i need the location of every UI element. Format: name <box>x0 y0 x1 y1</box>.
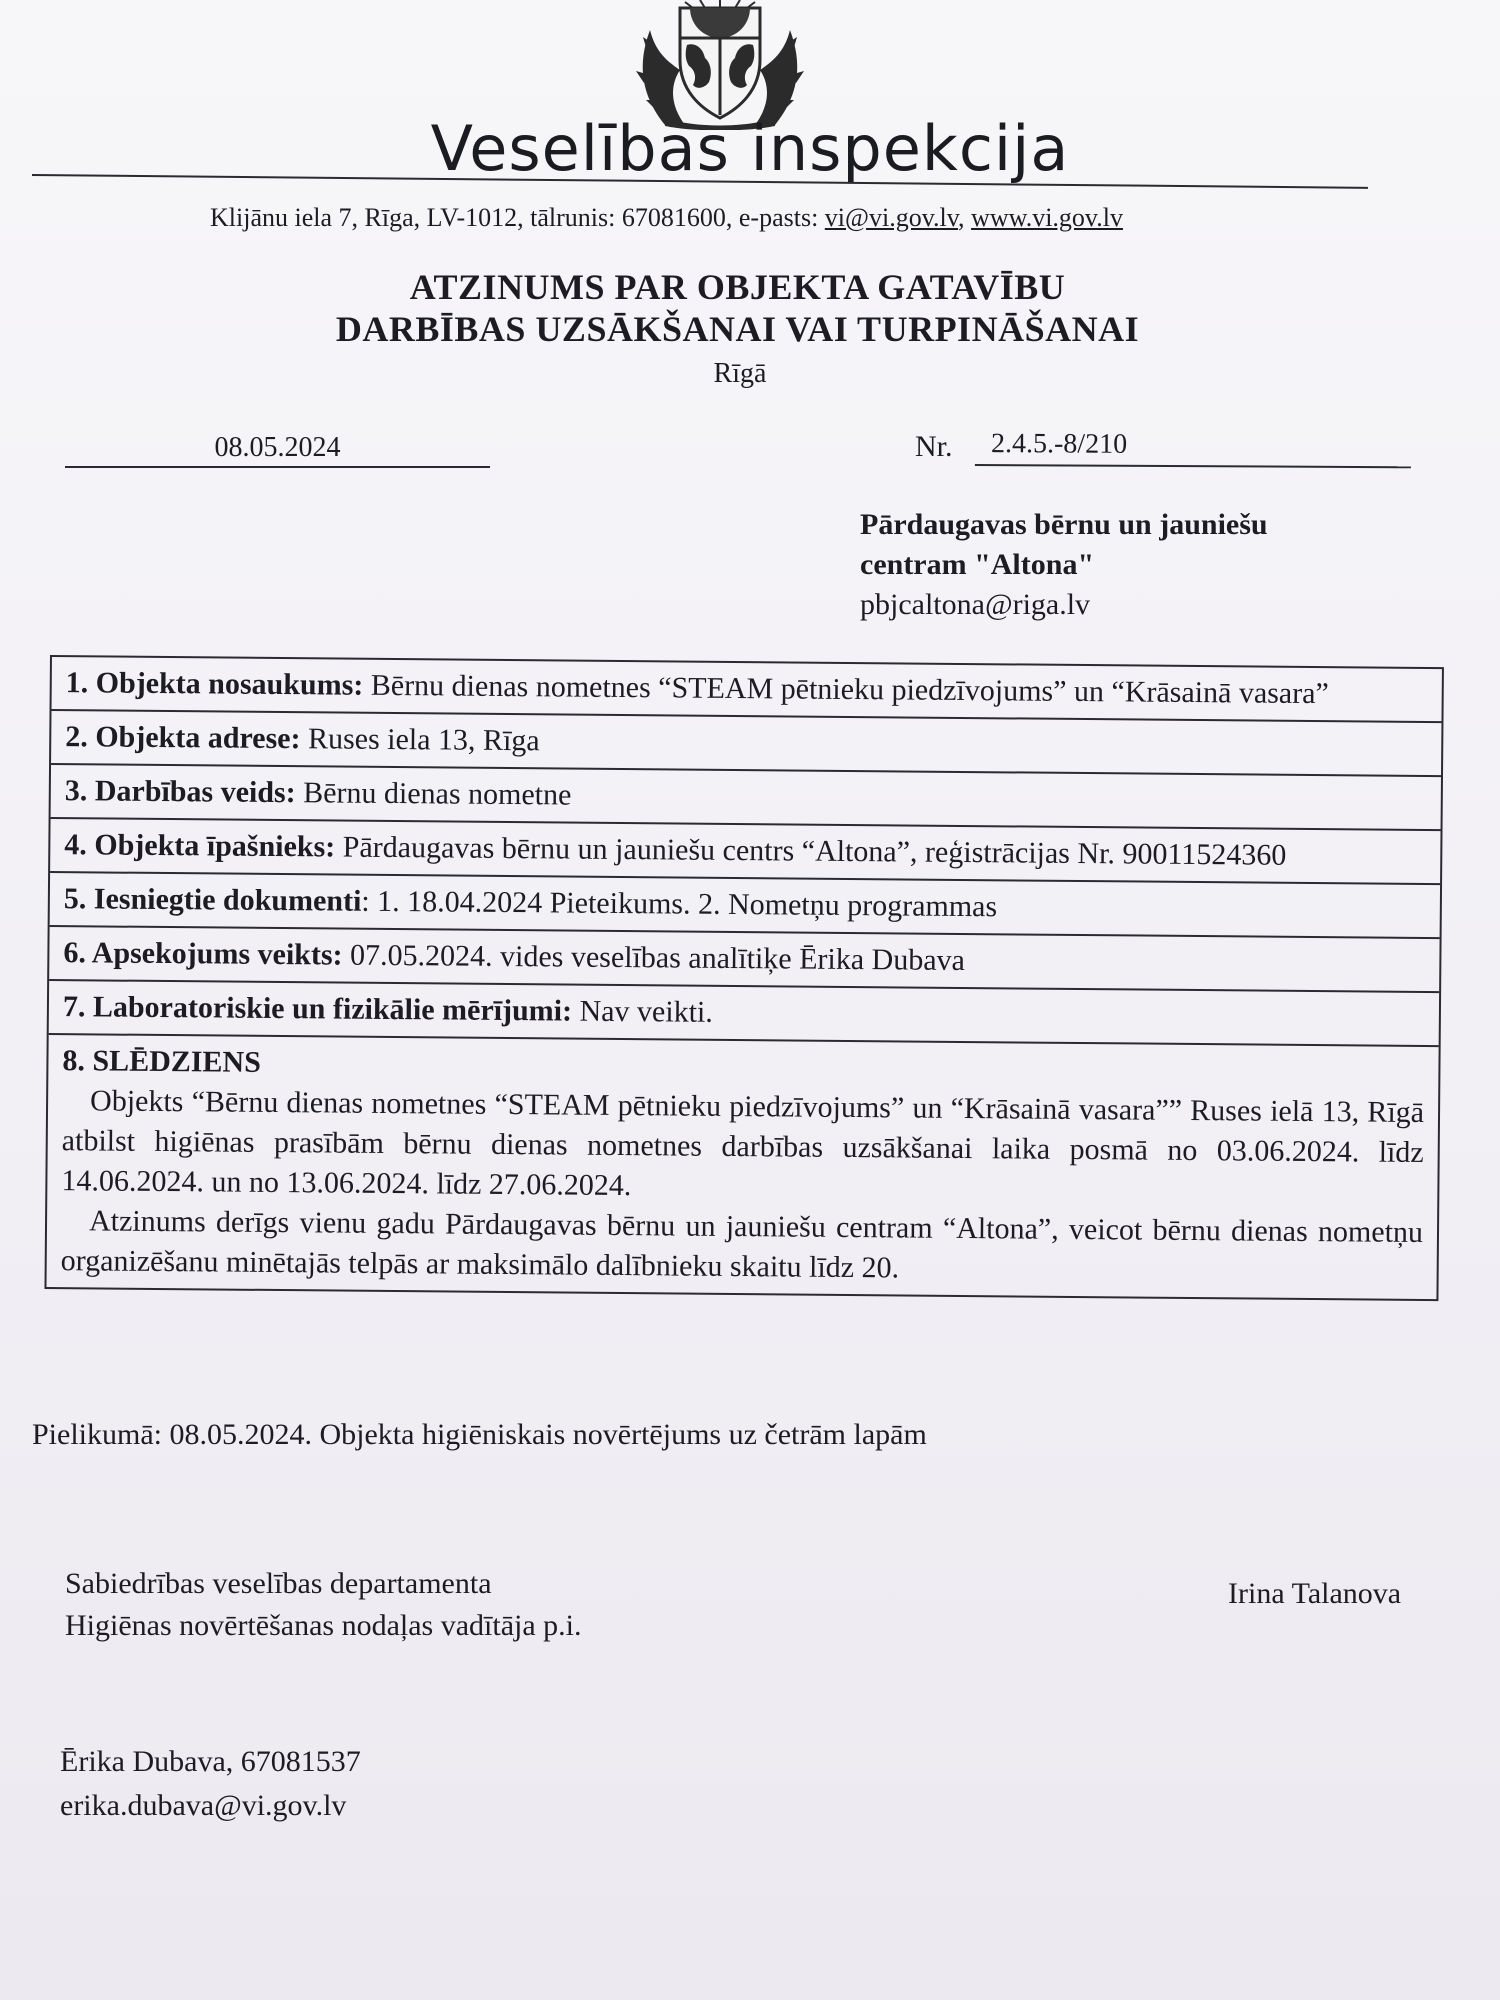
row-value: 07.05.2024. vides veselības analītiķe Ērika Dubava <box>342 938 966 977</box>
coat-of-arms-icon <box>625 0 815 130</box>
document-number-label: Nr. <box>915 430 953 463</box>
agency-website-link[interactable]: www.vi.gov.lv <box>971 203 1123 232</box>
attachment-note: Pielikumā: 08.05.2024. Objekta higiēniskais novērtējums uz četrām lapām <box>32 1418 927 1451</box>
contact-block <box>60 1740 361 1828</box>
recipient-name-line2: centram "Altona" <box>860 548 1095 581</box>
recipient-name-line1: Pārdaugavas bērnu un jauniešu <box>860 508 1268 541</box>
agency-email-link[interactable]: vi@vi.gov.lv <box>824 203 959 232</box>
row-label: 1. Objekta nosaukums: <box>65 666 364 702</box>
row-label: 6. Apsekojums veikts: <box>63 936 343 972</box>
row-label: 7. Laboratoriskie un fizikālie mērījumi: <box>62 990 573 1028</box>
signatory-department <box>65 1563 582 1647</box>
row-label: 3. Darbības veids: <box>64 774 296 810</box>
assessment-table <box>44 655 1443 1301</box>
document-title-line2: DARBĪBAS UZSĀKŠANAI VAI TURPINĀŠANAI <box>335 309 1140 349</box>
agency-address <box>210 203 1310 233</box>
document-title <box>0 266 1475 350</box>
contact-email[interactable]: erika.dubava@vi.gov.lv <box>60 1789 347 1822</box>
document-title-line1: ATZINUMS PAR OBJEKTA GATAVĪBU <box>409 267 1066 307</box>
row-value: Pārdaugavas bērnu un jauniešu centrs “Altona”, reģistrācijas Nr. 90011524360 <box>335 830 1287 872</box>
document-number: 2.4.5.-8/210 <box>975 428 1411 468</box>
table-row-conclusion <box>46 1035 1438 1299</box>
conclusion-paragraph-2: Atzinums derīgs vienu gadu Pārdaugavas bērnu un jauniešu centram “Altona”, veicot bērnu dienas nometņu organizēšanu minētajās telpās ar maksimālo dalībnieku skaitu līdz 20. <box>60 1204 1424 1285</box>
row-value: Nav veikti. <box>571 994 713 1029</box>
signatory-department-line2: Higiēnas novērtēšanas nodaļas vadītāja p.i. <box>65 1609 582 1642</box>
signatory-department-line1: Sabiedrības veselības departamenta <box>65 1567 492 1600</box>
address-separator: , <box>958 203 972 232</box>
address-text: Klijānu iela 7, Rīga, LV-1012, tālrunis: 67081600, e-pasts: <box>210 203 825 232</box>
conclusion-title: 8. SLĒDZIENS <box>62 1044 262 1079</box>
row-value: Bērnu dienas nometnes “STEAM pētnieku piedzīvojums” un “Krāsainā vasara” <box>363 668 1329 711</box>
recipient-block <box>860 505 1268 625</box>
document-place: Rīgā <box>713 358 767 389</box>
conclusion-paragraph-1: Objekts “Bērnu dienas nometnes “STEAM pētnieku piedzīvojums” un “Krāsainā vasara”” Ruses ielā 13, Rīgā atbilst higiēnas prasībām bērnu dienas nometnes darbības uzsākšanai laika posmā no 03.06.2024. līdz 14.06.2024. un no 13.06.2024. līdz 27.06.2024. <box>61 1084 1425 1203</box>
row-label: 4. Objekta īpašnieks: <box>64 828 336 864</box>
row-label: 5. Iesniegtie dokumenti <box>63 882 362 918</box>
row-value: Bērnu dienas nometne <box>295 776 572 812</box>
document-date: 08.05.2024 <box>65 432 490 468</box>
contact-name-phone: Ērika Dubava, 67081537 <box>60 1745 361 1778</box>
row-value: : 1. 18.04.2024 Pieteikums. 2. Nometņu programmas <box>361 884 998 924</box>
row-value: Ruses iela 13, Rīga <box>300 722 540 758</box>
agency-name: Veselības inspekcija <box>430 112 1070 185</box>
signatory-name: Irina Talanova <box>1228 1577 1402 1610</box>
row-label: 2. Objekta adrese: <box>65 720 301 756</box>
recipient-email[interactable]: pbjcaltona@riga.lv <box>860 588 1091 621</box>
